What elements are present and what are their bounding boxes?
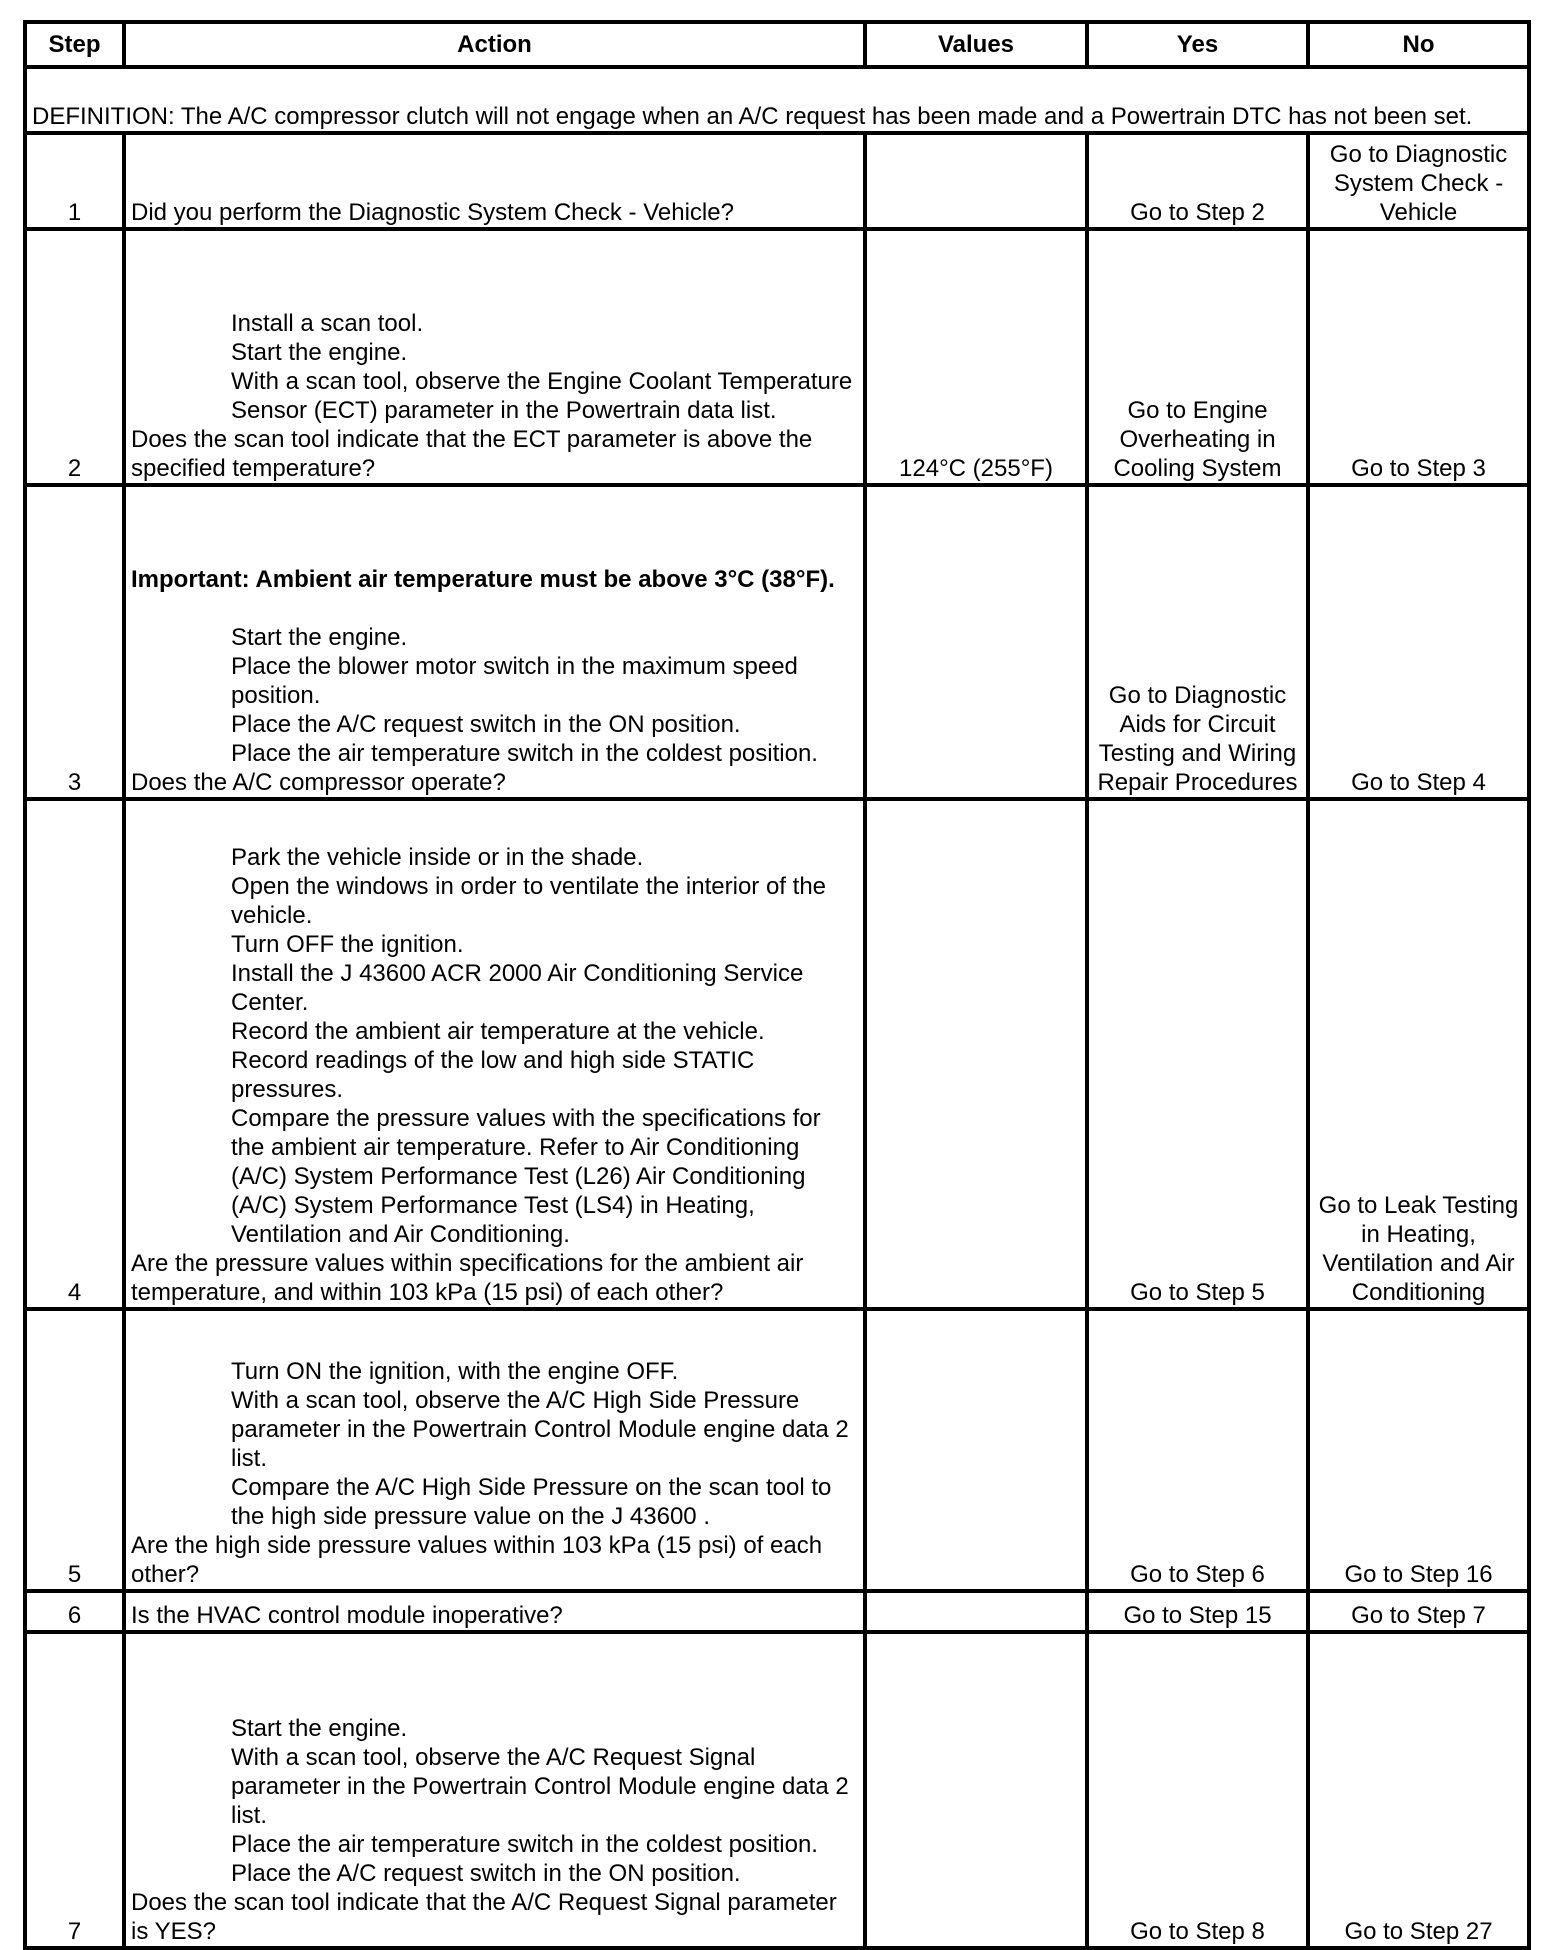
instruction-item: Place the blower motor switch in the maximum speed position. — [231, 653, 798, 709]
instruction-item: Record readings of the low and high side STATIC pressures. — [231, 1047, 755, 1103]
step-row — [25, 229, 1529, 485]
action-cell — [124, 1632, 865, 1948]
value-cell — [865, 799, 1087, 1309]
action-cell — [124, 485, 865, 799]
value-cell: 124°C (255°F) — [865, 229, 1087, 485]
value-cell — [865, 1309, 1087, 1591]
instruction-item: Start the engine. — [231, 624, 408, 651]
instruction-list — [131, 1714, 858, 1888]
action-instructions — [131, 1357, 858, 1531]
instruction-item: With a scan tool, observe the A/C High Side Pressure parameter in the Powertrain Control Module engine data 2 list. — [231, 1387, 849, 1472]
value-cell — [865, 1632, 1087, 1948]
instruction-list — [131, 1357, 858, 1531]
instruction-item: Open the windows in order to ventilate the interior of the vehicle. — [231, 873, 827, 929]
instruction-item: Turn OFF the ignition. — [231, 931, 464, 958]
header-values: Values — [865, 22, 1087, 67]
instruction-item: Install a scan tool. — [231, 310, 424, 337]
header-action: Action — [124, 22, 865, 67]
yes-action: Go to Step 5 — [1087, 799, 1308, 1309]
yes-action: Go to Step 2 — [1087, 133, 1308, 229]
step-row — [25, 1309, 1529, 1591]
step-row — [25, 485, 1529, 799]
no-action: Go to Step 27 — [1308, 1632, 1529, 1948]
action-question: Is the HVAC control module inoperative? — [131, 1602, 563, 1629]
instruction-item: With a scan tool, observe the A/C Request Signal parameter in the Powertrain Control Module engine data 2 list. — [231, 1744, 849, 1829]
action-instructions — [131, 843, 858, 1249]
spacer — [131, 594, 858, 623]
step-row — [25, 1591, 1529, 1632]
step-number: 2 — [25, 229, 124, 485]
no-action: Go to Leak Testing in Heating, Ventilation and Air Conditioning — [1308, 799, 1529, 1309]
instruction-list — [131, 309, 858, 425]
instruction-item: Start the engine. — [231, 1715, 408, 1742]
header-row — [25, 22, 1529, 67]
action-question: Does the scan tool indicate that the ECT parameter is above the specified temperature? — [131, 426, 813, 482]
step-row — [25, 799, 1529, 1309]
action-cell — [124, 133, 865, 229]
yes-action: Go to Diagnostic Aids for Circuit Testing and Wiring Repair Procedures — [1087, 485, 1308, 799]
instruction-list — [131, 623, 858, 768]
action-instructions — [131, 309, 858, 425]
step-row — [25, 133, 1529, 229]
action-cell — [124, 1309, 865, 1591]
definition-text: DEFINITION: The A/C compressor clutch will not engage when an A/C request has been made and a Powertrain DTC has not been set. — [25, 67, 1529, 133]
value-cell — [865, 485, 1087, 799]
step-number: 6 — [25, 1591, 124, 1632]
step-number: 7 — [25, 1632, 124, 1948]
step-row — [25, 1632, 1529, 1948]
action-instructions — [131, 1714, 858, 1888]
yes-action: Go to Step 8 — [1087, 1632, 1308, 1948]
value-cell — [865, 133, 1087, 229]
no-action: Go to Step 7 — [1308, 1591, 1529, 1632]
action-question: Are the high side pressure values within 103 kPa (15 psi) of each other? — [131, 1532, 823, 1588]
instruction-item: Place the A/C request switch in the ON position. — [231, 1860, 741, 1887]
no-action: Go to Step 3 — [1308, 229, 1529, 485]
instruction-item: Place the A/C request switch in the ON position. — [231, 711, 741, 738]
diagnostic-table — [23, 20, 1531, 1950]
instruction-item: With a scan tool, observe the Engine Coolant Temperature Sensor (ECT) parameter in the Powertrain data list. — [231, 368, 853, 424]
action-instructions — [131, 565, 858, 768]
instruction-item: Turn ON the ignition, with the engine OFF. — [231, 1358, 679, 1385]
instruction-item: Compare the A/C High Side Pressure on the scan tool to the high side pressure value on the J 43600 . — [231, 1474, 832, 1530]
instruction-list — [131, 843, 858, 1249]
instruction-item: Record the ambient air temperature at the vehicle. — [231, 1018, 765, 1045]
action-question: Does the A/C compressor operate? — [131, 769, 506, 796]
no-action: Go to Step 16 — [1308, 1309, 1529, 1591]
header-yes: Yes — [1087, 22, 1308, 67]
action-cell — [124, 799, 865, 1309]
action-question: Are the pressure values within specifications for the ambient air temperature, and within 103 kPa (15 psi) of each other? — [131, 1250, 804, 1306]
step-number: 5 — [25, 1309, 124, 1591]
yes-action: Go to Step 15 — [1087, 1591, 1308, 1632]
instruction-item: Install the J 43600 ACR 2000 Air Conditioning Service Center. — [231, 960, 804, 1016]
definition-row — [25, 67, 1529, 133]
instruction-item: Park the vehicle inside or in the shade. — [231, 844, 644, 871]
instruction-item: Start the engine. — [231, 339, 408, 366]
yes-action: Go to Engine Overheating in Cooling System — [1087, 229, 1308, 485]
action-question: Does the scan tool indicate that the A/C Request Signal parameter is YES? — [131, 1889, 837, 1945]
yes-action: Go to Step 6 — [1087, 1309, 1308, 1591]
header-no: No — [1308, 22, 1529, 67]
step-number: 4 — [25, 799, 124, 1309]
step-number: 3 — [25, 485, 124, 799]
no-action: Go to Diagnostic System Check - Vehicle — [1308, 133, 1529, 229]
header-step: Step — [25, 22, 124, 67]
instruction-item: Place the air temperature switch in the coldest position. — [231, 740, 818, 767]
no-action: Go to Step 4 — [1308, 485, 1529, 799]
action-cell — [124, 229, 865, 485]
instruction-item: Place the air temperature switch in the coldest position. — [231, 1831, 818, 1858]
action-question: Did you perform the Diagnostic System Check - Vehicle? — [131, 199, 734, 226]
instruction-item: Compare the pressure values with the specifications for the ambient air temperature. Refer to Air Conditioning (A/C) System Performance Test (L26) Air Conditioning (A/C) System Performance Test (LS4) in Heating, Ventilation and Air Conditioning. — [231, 1105, 821, 1248]
action-cell — [124, 1591, 865, 1632]
step-number: 1 — [25, 133, 124, 229]
important-note: Important: Ambient air temperature must be above 3°C (38°F). — [131, 566, 835, 593]
value-cell — [865, 1591, 1087, 1632]
